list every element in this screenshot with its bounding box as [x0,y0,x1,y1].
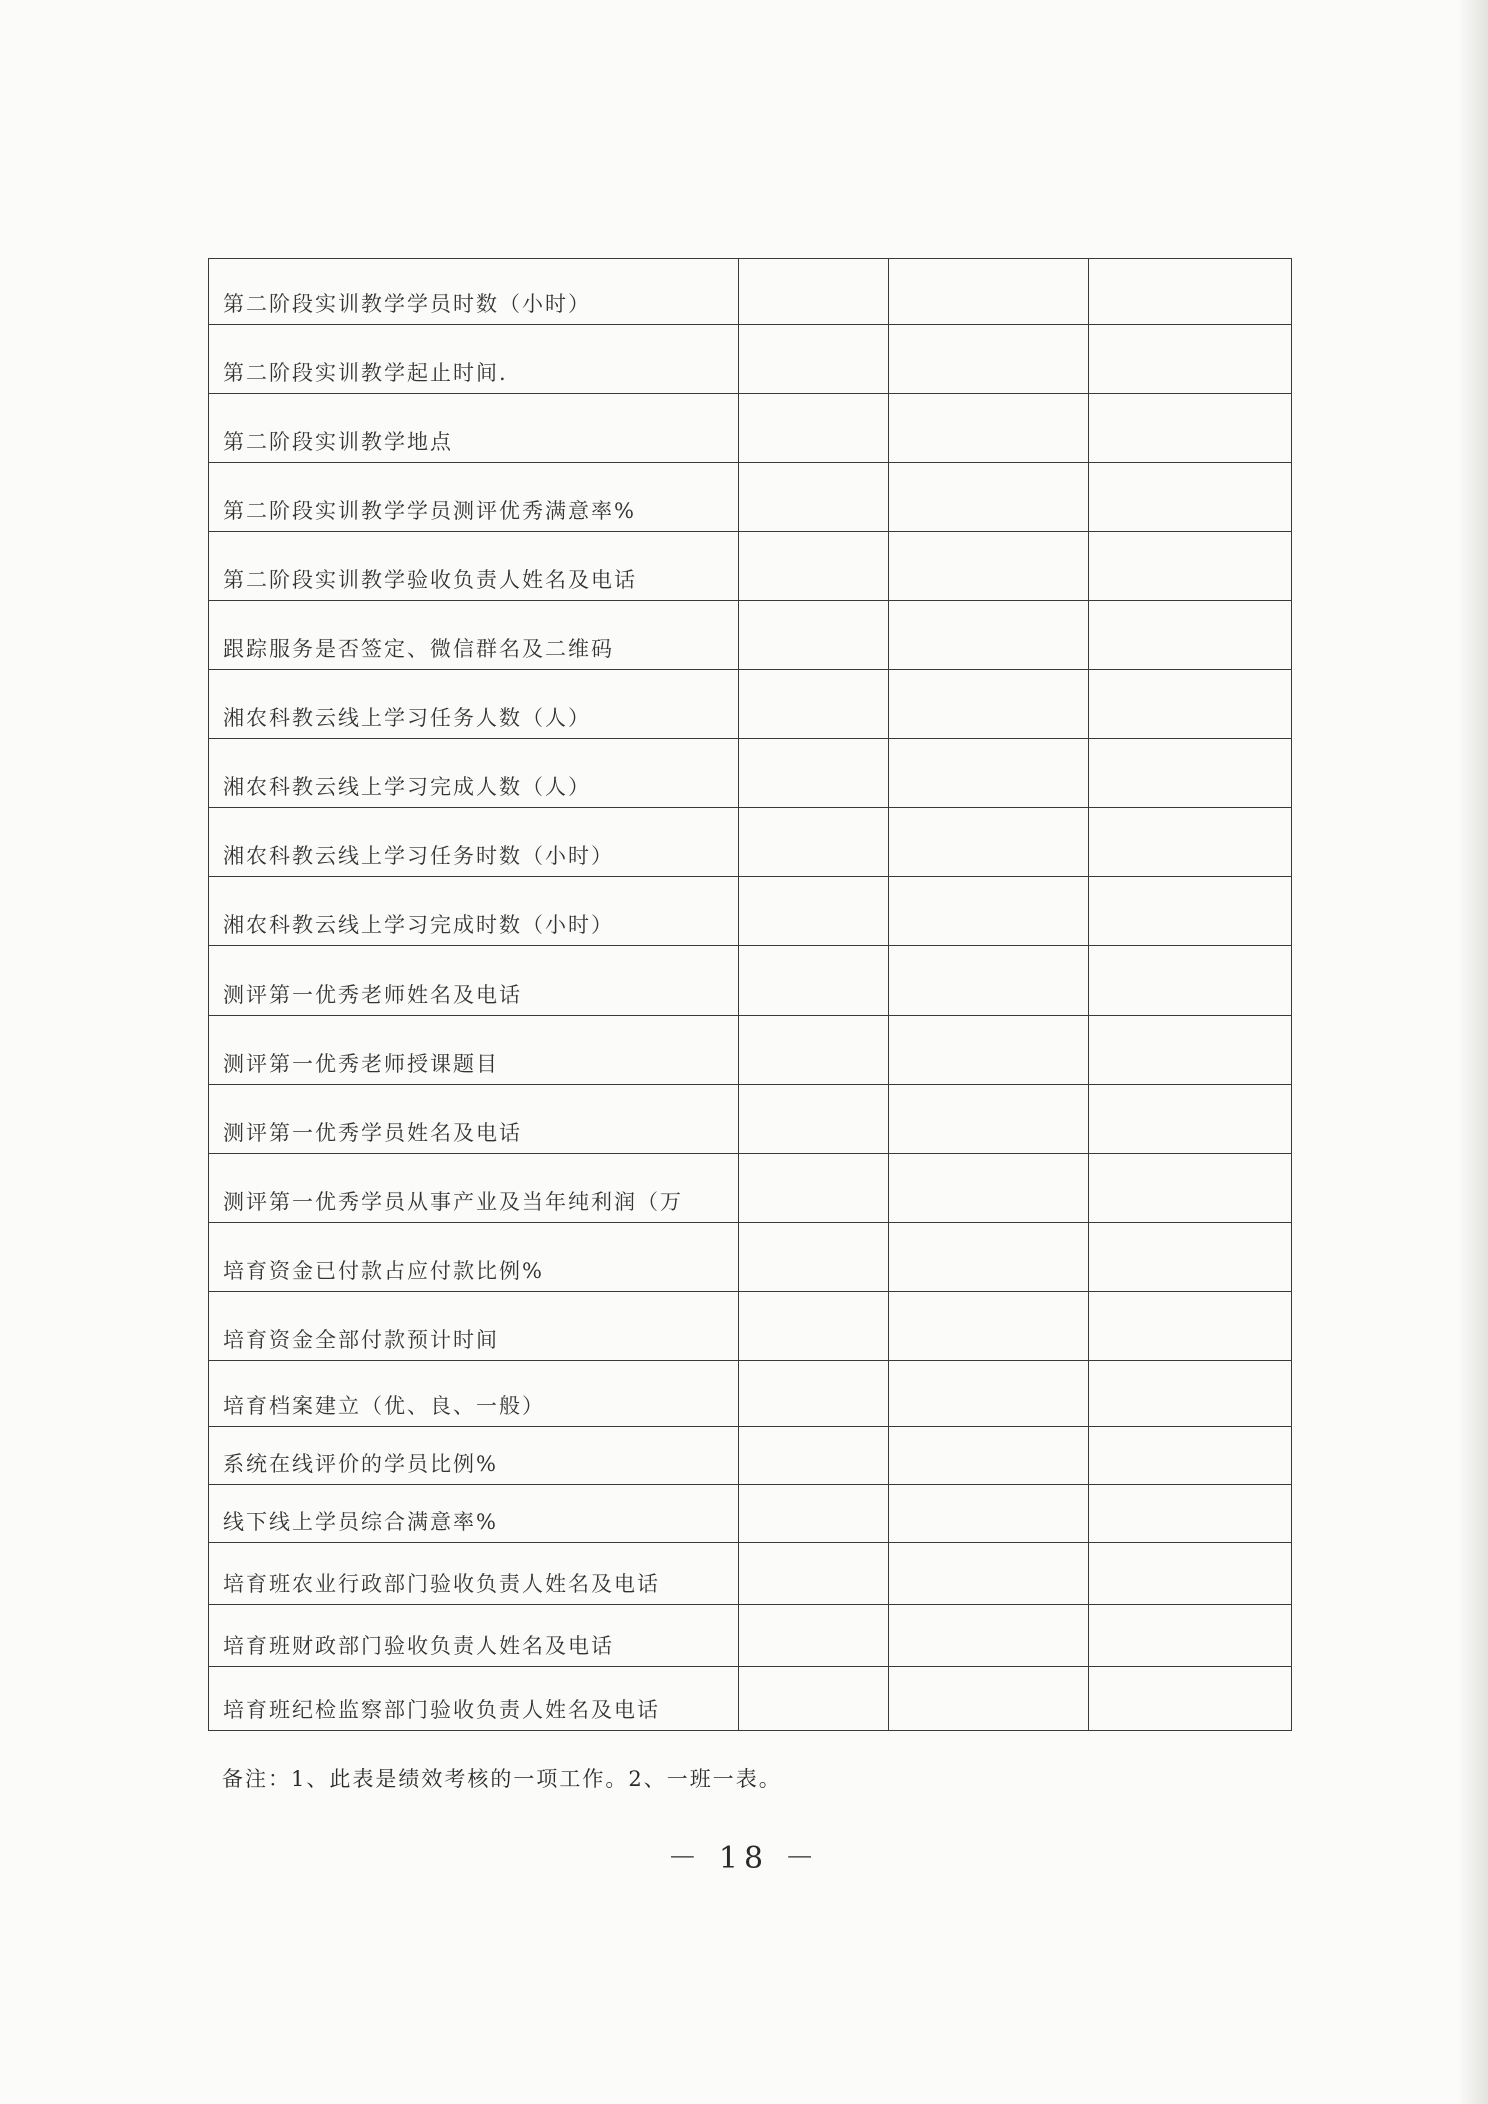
table-row [209,1666,1292,1730]
value-cell[interactable] [889,463,1089,532]
value-cell[interactable] [739,1604,889,1666]
page-number: － 18 － [667,1841,821,1876]
value-cell[interactable] [739,1542,889,1604]
value-cell[interactable] [1089,1666,1292,1730]
row-label: 湘农科教云线上学习任务时数（小时） [209,808,739,877]
value-cell[interactable] [739,877,889,946]
row-label: 测评第一优秀学员从事产业及当年纯利润（万 [209,1153,739,1222]
value-cell[interactable] [739,1015,889,1084]
row-label: 培育班财政部门验收负责人姓名及电话 [209,1604,739,1666]
value-cell[interactable] [739,532,889,601]
row-label: 跟踪服务是否签定、微信群名及二维码 [209,601,739,670]
value-cell[interactable] [1089,259,1292,325]
row-label: 第二阶段实训教学学员时数（小时） [209,259,739,325]
value-cell[interactable] [739,808,889,877]
value-cell[interactable] [889,808,1089,877]
value-cell[interactable] [739,1426,889,1484]
value-cell[interactable] [739,739,889,808]
value-cell[interactable] [1089,1426,1292,1484]
table-row [209,463,1292,532]
value-cell[interactable] [889,1542,1089,1604]
value-cell[interactable] [739,946,889,1015]
row-label: 第二阶段实训教学验收负责人姓名及电话 [209,532,739,601]
table-row [209,739,1292,808]
value-cell[interactable] [1089,1604,1292,1666]
row-label: 培育资金已付款占应付款比例% [209,1222,739,1291]
value-cell[interactable] [1089,1542,1292,1604]
value-cell[interactable] [889,670,1089,739]
value-cell[interactable] [739,1291,889,1360]
row-label: 培育班农业行政部门验收负责人姓名及电话 [209,1542,739,1604]
value-cell[interactable] [1089,1291,1292,1360]
row-label: 湘农科教云线上学习任务人数（人） [209,670,739,739]
table-row [209,1484,1292,1542]
table-row [209,1222,1292,1291]
value-cell[interactable] [739,1666,889,1730]
table-row [209,1291,1292,1360]
value-cell[interactable] [1089,946,1292,1015]
row-label: 湘农科教云线上学习完成人数（人） [209,739,739,808]
value-cell[interactable] [889,259,1089,325]
row-label: 系统在线评价的学员比例% [209,1426,739,1484]
value-cell[interactable] [889,1015,1089,1084]
table-row [209,601,1292,670]
remark-note: 备注：1、此表是绩效考核的一项工作。2、一班一表。 [222,1767,782,1791]
value-cell[interactable] [739,394,889,463]
row-label: 测评第一优秀老师姓名及电话 [209,946,739,1015]
value-cell[interactable] [889,877,1089,946]
value-cell[interactable] [739,1084,889,1153]
value-cell[interactable] [1089,1015,1292,1084]
row-label: 第二阶段实训教学学员测评优秀满意率% [209,463,739,532]
table-row [209,1015,1292,1084]
row-label: 测评第一优秀学员姓名及电话 [209,1084,739,1153]
value-cell[interactable] [1089,601,1292,670]
value-cell[interactable] [739,601,889,670]
table-row [209,1360,1292,1426]
row-label: 第二阶段实训教学起止时间. [209,325,739,394]
value-cell[interactable] [889,1153,1089,1222]
value-cell[interactable] [1089,325,1292,394]
value-cell[interactable] [889,601,1089,670]
value-cell[interactable] [1089,1222,1292,1291]
value-cell[interactable] [1089,739,1292,808]
value-cell[interactable] [739,1360,889,1426]
row-label: 第二阶段实训教学地点 [209,394,739,463]
value-cell[interactable] [889,1222,1089,1291]
table-row [209,1604,1292,1666]
value-cell[interactable] [1089,532,1292,601]
value-cell[interactable] [889,1291,1089,1360]
table-row [209,394,1292,463]
value-cell[interactable] [739,325,889,394]
value-cell[interactable] [739,463,889,532]
row-label: 培育资金全部付款预计时间 [209,1291,739,1360]
value-cell[interactable] [1089,463,1292,532]
performance-table [208,258,1292,1731]
value-cell[interactable] [739,1222,889,1291]
value-cell[interactable] [889,1426,1089,1484]
value-cell[interactable] [739,259,889,325]
row-label: 湘农科教云线上学习完成时数（小时） [209,877,739,946]
value-cell[interactable] [1089,1360,1292,1426]
value-cell[interactable] [1089,808,1292,877]
value-cell[interactable] [739,1153,889,1222]
value-cell[interactable] [889,325,1089,394]
value-cell[interactable] [889,394,1089,463]
value-cell[interactable] [889,532,1089,601]
table-row [209,670,1292,739]
table-row [209,259,1292,325]
table-row [209,1084,1292,1153]
value-cell[interactable] [1089,1484,1292,1542]
table-row [209,1542,1292,1604]
table-row [209,877,1292,946]
value-cell[interactable] [739,1484,889,1542]
table-row [209,532,1292,601]
value-cell[interactable] [1089,1153,1292,1222]
value-cell[interactable] [889,1360,1089,1426]
table-row [209,1153,1292,1222]
value-cell[interactable] [889,739,1089,808]
scan-edge-shadow [1458,0,1488,2104]
table-row [209,325,1292,394]
value-cell[interactable] [889,1666,1089,1730]
value-cell[interactable] [889,946,1089,1015]
value-cell[interactable] [739,670,889,739]
row-label: 测评第一优秀老师授课题目 [209,1015,739,1084]
row-label: 培育班纪检监察部门验收负责人姓名及电话 [209,1666,739,1730]
value-cell[interactable] [889,1084,1089,1153]
table-row [209,946,1292,1015]
value-cell[interactable] [1089,670,1292,739]
row-label: 培育档案建立（优、良、一般） [209,1360,739,1426]
table-row [209,808,1292,877]
value-cell[interactable] [1089,394,1292,463]
value-cell[interactable] [889,1604,1089,1666]
row-label: 线下线上学员综合满意率% [209,1484,739,1542]
value-cell[interactable] [1089,1084,1292,1153]
value-cell[interactable] [889,1484,1089,1542]
table-row [209,1426,1292,1484]
value-cell[interactable] [1089,877,1292,946]
